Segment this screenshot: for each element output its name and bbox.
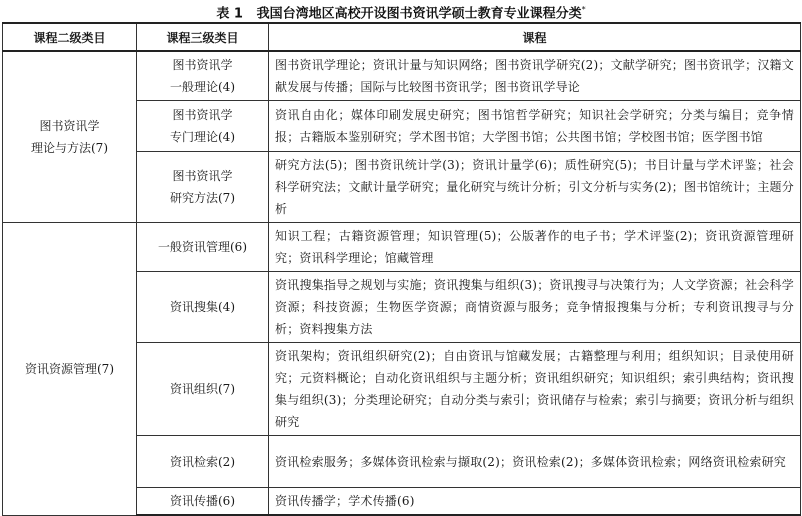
header-row	[3, 23, 801, 51]
level3-label-line: 资讯传播(6)	[170, 494, 235, 508]
courses-cell: 图书资讯学理论；资讯计量与知识网络；图书资讯学研究(2)；文献学研究；图书资讯学；汉籍文献发展与传播；国际与比较图书资讯学；图书资讯学导论	[269, 51, 801, 101]
level3-label-line: 图书资讯学	[172, 58, 233, 72]
header-level3: 课程三级类目	[137, 23, 269, 51]
level3-cell	[137, 51, 269, 101]
level3-cell	[137, 272, 269, 343]
header-courses: 课程	[269, 23, 801, 51]
courses-cell: 资讯传播学；学术传播(6)	[269, 488, 801, 516]
courses-cell: 研究方法(5)；图书资讯统计学(3)；资讯计量学(6)；质性研究(5)；书目计量与学术评鉴；社会科学研究法；文献计量学研究；量化研究与统计分析；引文分析与实务(2)；图书馆统计；主题分析	[269, 152, 801, 223]
level3-label-line: 一般理论(4)	[170, 80, 235, 94]
caption-footnote-mark: *	[581, 5, 586, 14]
level2-label-line: 资讯资源管理(7)	[25, 361, 114, 376]
table-row	[3, 51, 801, 101]
courses-cell: 资讯搜集指导之规划与实施；资讯搜集与组织(3)；资讯搜寻与决策行为；人文学资源；社会科学资源；科技资源；生物医学资源；商情资源与服务；竞争情报搜集与分析；专利资讯搜寻与分析；资料搜集方法	[269, 272, 801, 343]
header-level2: 课程二级类目	[3, 23, 137, 51]
level2-label-line: 图书资讯学	[39, 119, 100, 133]
courses-cell: 知识工程；古籍资源管理；知识管理(5)；公版著作的电子书；学术评鉴(2)；资讯资源管理研究；资讯科学理论；馆藏管理	[269, 223, 801, 272]
level3-cell	[137, 101, 269, 152]
level3-label-line: 图书资讯学	[172, 169, 233, 183]
level3-label-line: 一般资讯管理(6)	[158, 240, 247, 254]
courses-cell: 资讯架构；资讯组织研究(2)；自由资讯与馆藏发展；古籍整理与利用；组织知识；目录使用研究；元资料概论；自动化资讯组织与主题分析；资讯组织研究；知识组织；索引典结构；资讯搜集与组织(3)；分类理论研究；自动分类与索引；资讯储存与检索；索引与摘要；资讯分析与组织研究	[269, 343, 801, 436]
level3-cell	[137, 223, 269, 272]
level2-cell	[3, 51, 137, 223]
level3-label-line: 资讯组织(7)	[170, 382, 235, 396]
level3-cell	[137, 343, 269, 436]
level3-cell	[137, 488, 269, 516]
level3-label-line: 资讯搜集(4)	[170, 300, 235, 314]
level3-cell	[137, 152, 269, 223]
table-caption	[0, 0, 802, 20]
level3-cell	[137, 436, 269, 488]
level3-label-line: 图书资讯学	[172, 108, 233, 122]
caption-title: 我国台湾地区高校开设图书资讯学硕士教育专业课程分类	[256, 6, 582, 22]
courses-cell: 资讯检索服务；多媒体资讯检索与撷取(2)；资讯检索(2)；多媒体资讯检索；网络资讯检索研究	[269, 436, 801, 488]
level2-label-line: 理论与方法(7)	[31, 141, 108, 155]
level2-cell	[3, 223, 137, 516]
table-row	[3, 223, 801, 272]
caption-label: 表 1	[216, 6, 243, 22]
courses-cell: 资讯自由化；媒体印刷发展史研究；图书馆哲学研究；知识社会学研究；分类与编目；竞争情报；古籍版本鉴别研究；学术图书馆；大学图书馆；公共图书馆；学校图书馆；医学图书馆	[269, 101, 801, 152]
level3-label-line: 专门理论(4)	[170, 130, 235, 144]
course-classification-table	[2, 22, 801, 516]
level3-label-line: 研究方法(7)	[170, 191, 235, 205]
level3-label-line: 资讯检索(2)	[170, 454, 235, 469]
